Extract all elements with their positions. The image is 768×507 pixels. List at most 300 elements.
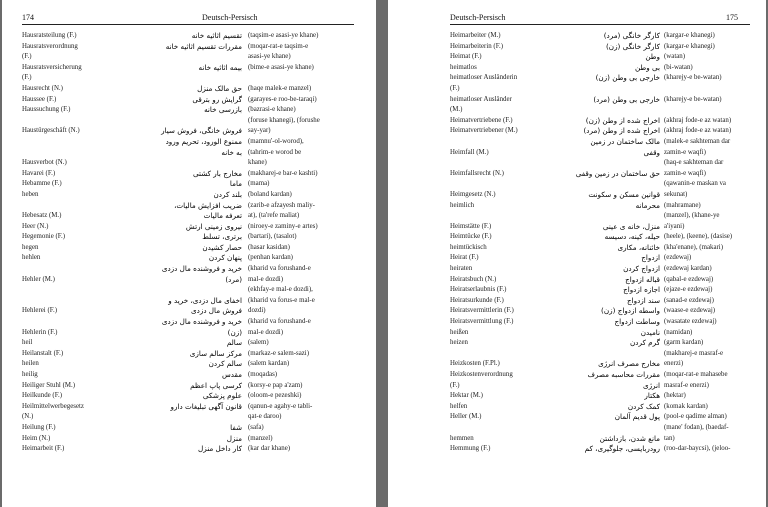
entry-list	[22, 31, 354, 455]
persian-translation: شفا	[230, 422, 242, 432]
dictionary-entry	[22, 402, 354, 413]
german-term: Haussuchung (F.)	[22, 106, 71, 114]
dictionary-entry	[450, 423, 750, 434]
persian-translation: قانون آگهی تبلیغات دارو	[170, 401, 242, 411]
dictionary-entry	[22, 423, 354, 434]
dictionary-entry	[22, 158, 354, 169]
dictionary-entry	[450, 116, 750, 127]
persian-translation: واسطه ازدواج (زن)	[601, 306, 660, 316]
german-term: Heirat (F.)	[450, 254, 479, 262]
transliteration: enerzi)	[664, 360, 684, 368]
transliteration: (makharej-e masraf-e	[664, 349, 724, 357]
german-term: Heimstätte (F.)	[450, 222, 492, 230]
transliteration: (moqar-rat-e taqsim-e	[248, 42, 309, 50]
german-term: heizen	[450, 339, 468, 347]
transliteration: (heele), (keene), (dasise)	[664, 233, 733, 241]
dictionary-entry	[450, 190, 750, 201]
transliteration: (zarib-e afzayesh maliy-	[248, 201, 315, 209]
transliteration: (mama)	[248, 180, 270, 188]
persian-translation: ازدواج	[641, 253, 660, 263]
transliteration: (waase-e ezdewaj)	[664, 307, 716, 315]
dictionary-entry	[22, 201, 354, 212]
german-term: Hausrecht (N.)	[22, 84, 63, 92]
german-term: Heimatvertriebener (M.)	[450, 127, 518, 135]
dictionary-entry	[450, 317, 750, 328]
persian-translation: مقدس	[221, 370, 242, 379]
transliteration: (bazrasi-e khane)	[248, 106, 296, 114]
persian-translation: حق مالک منزل	[197, 83, 242, 93]
persian-translation: کار داخل منزل	[198, 444, 242, 454]
transliteration: (boland kardan)	[248, 190, 292, 198]
german-term: (F.)	[22, 74, 32, 82]
transliteration: (komak kardan)	[664, 402, 708, 410]
dictionary-entry	[450, 126, 750, 137]
dictionary-entry	[22, 31, 354, 42]
header-rule	[450, 24, 750, 25]
german-term: (F.)	[22, 53, 32, 61]
transliteration: (qanun-e agahy-e tabli-	[248, 402, 313, 410]
german-term: Heimtücke (F.)	[450, 233, 492, 241]
german-term: Hausratsteilung (F.)	[22, 32, 77, 39]
persian-translation: مقررات تقسیم اثاثیه خانه	[165, 41, 242, 51]
german-term: Heiratserlaubnis (F.)	[450, 286, 507, 294]
german-term: Heiratsbuch (N.)	[450, 275, 497, 283]
german-term: (M.)	[450, 106, 463, 114]
transliteration: (ezdewaj kardan)	[664, 265, 712, 273]
dictionary-entry	[450, 95, 750, 106]
persian-translation: خرید و فروشنده مال دزدی	[161, 317, 242, 327]
persian-translation: علوم پزشکی	[202, 391, 242, 401]
dictionary-entry	[450, 444, 750, 455]
transliteration: (manzel)	[248, 434, 273, 442]
german-term: Havarei (F.)	[22, 169, 56, 177]
transliteration: (salem)	[248, 339, 269, 347]
persian-translation: گرایش رو بترقی	[192, 94, 242, 104]
dictionary-entry	[450, 105, 750, 116]
german-term: Hausratsverordnung	[22, 42, 78, 50]
dictionary-entry	[22, 232, 354, 243]
german-term: Hehlerin (F.)	[22, 328, 58, 336]
persian-translation: (زن)	[227, 327, 242, 337]
dictionary-entry	[450, 285, 750, 296]
dictionary-entry	[450, 169, 750, 180]
dictionary-entry	[450, 211, 750, 222]
persian-translation: (مرد)	[225, 274, 242, 284]
page-number: 174	[22, 13, 34, 22]
persian-translation: فروش خانگی، فروش سیار	[161, 126, 242, 136]
transliteration: (foruse khanegi), (forushe	[248, 116, 320, 124]
dictionary-entry	[450, 148, 750, 159]
dictionary-entry	[450, 296, 750, 307]
dictionary-entry	[450, 73, 750, 84]
transliteration: (mamnu'-ol-worod),	[248, 137, 304, 145]
dictionary-entry	[22, 222, 354, 233]
german-term: Heizkosten (F.Pl.)	[450, 360, 500, 368]
transliteration: say-yar)	[248, 127, 271, 135]
persian-translation: برتری، تسلط	[202, 232, 242, 242]
german-term: Heller (M.)	[450, 413, 482, 421]
german-term: heilen	[22, 360, 39, 368]
transliteration: (manzel), (khane-ye	[664, 212, 720, 220]
german-term: Heilmittelwerbegesetz	[22, 402, 84, 410]
dictionary-entry	[450, 402, 750, 413]
dictionary-entry	[22, 391, 354, 402]
dictionary-entry	[450, 412, 750, 423]
dictionary-entry	[450, 434, 750, 445]
transliteration: (niroey-e zaminy-e artes)	[248, 222, 318, 230]
persian-translation: وطن	[645, 52, 660, 62]
transliteration: (kharid va forushand-e	[248, 265, 311, 273]
dictionary-entry	[450, 275, 750, 286]
persian-translation: وساطت ازدواج	[614, 317, 660, 327]
german-term: Hegemonie (F.)	[22, 233, 66, 241]
german-term: heimatloser Ausländerin	[450, 74, 518, 82]
dictionary-entry	[22, 296, 354, 307]
persian-translation: پول قدیم آلمان	[614, 412, 660, 422]
persian-translation: خائنانه، مکاری	[617, 242, 660, 252]
german-term: Heimfall (M.)	[450, 148, 489, 156]
dictionary-entry	[22, 253, 354, 264]
german-term: (N.)	[22, 413, 34, 421]
german-term: Heiratsvermittlung (F.)	[450, 318, 514, 326]
transliteration: (moqadas)	[248, 371, 278, 378]
persian-translation: وقفی	[643, 147, 660, 157]
transliteration: (ezdewaj)	[664, 254, 692, 262]
dictionary-entry	[450, 391, 750, 402]
german-term: heimatlos	[450, 63, 477, 71]
transliteration: qat-e daroo)	[248, 413, 282, 421]
transliteration: (safa)	[248, 423, 264, 431]
dictionary-entry	[22, 126, 354, 137]
german-term: Heiliger Stuhl (M.)	[22, 381, 76, 389]
german-term: Hektar (M.)	[450, 392, 483, 400]
dictionary-entry	[22, 116, 354, 127]
dictionary-entry	[450, 381, 750, 392]
transliteration: (garm kardan)	[664, 339, 704, 347]
persian-translation: ازدواج کردن	[623, 264, 660, 274]
dictionary-entry	[22, 179, 354, 190]
german-term: heimlich	[450, 201, 475, 209]
persian-translation: اجازه ازدواج	[623, 285, 660, 295]
transliteration: asasi-ye khane)	[248, 53, 291, 61]
dictionary-entry	[22, 264, 354, 275]
transliteration: (kharejy-e be-watan)	[664, 74, 722, 82]
german-term: Heimarbeit (F.)	[22, 445, 65, 453]
persian-translation: به خانه	[221, 147, 242, 157]
german-term: Hebamme (F.)	[22, 180, 62, 188]
transliteration: (kharid va forushand-e	[248, 318, 311, 326]
dictionary-entry	[450, 306, 750, 317]
dictionary-entry	[450, 370, 750, 381]
transliteration: tan)	[664, 434, 675, 442]
persian-translation: سالم کردن	[208, 359, 242, 369]
dictionary-entry	[22, 328, 354, 339]
transliteration: (watan)	[664, 53, 686, 61]
german-term: Heer (N.)	[22, 222, 49, 230]
dictionary-entry	[22, 95, 354, 106]
dictionary-entry	[450, 243, 750, 254]
persian-translation: رودربایسی، جلوگیری، کم	[584, 444, 660, 454]
persian-translation: خارجی بی وطن (مرد)	[593, 94, 660, 104]
persian-translation: محرمانه	[635, 200, 660, 210]
persian-translation: خارجی بی وطن (زن)	[595, 73, 660, 83]
transliteration: (taqsim-e asasi-ye khane)	[248, 32, 319, 39]
transliteration: (pool-e qadime alman)	[664, 413, 727, 421]
persian-translation: کمک کردن	[627, 401, 660, 411]
german-term: Heimfallsrecht (N.)	[450, 169, 504, 177]
transliteration: (oloom-e pezeshki)	[248, 392, 302, 400]
persian-translation: بی وطن	[635, 62, 660, 72]
dictionary-entry	[450, 158, 750, 169]
dictionary-entry	[22, 52, 354, 63]
transliteration: (akhraj fode-e az watan)	[664, 127, 732, 135]
transliteration: (malek-e sakhteman dar	[664, 137, 731, 145]
dictionary-entry	[22, 434, 354, 445]
dictionary-entry	[450, 42, 750, 53]
persian-translation: اخراج شده از وطن (مرد)	[583, 126, 660, 136]
transliteration: (salem kardan)	[248, 360, 290, 368]
persian-translation: ممنوع الورود، تحریم ورود	[165, 136, 242, 146]
transliteration: (akhraj fode-e az watan)	[664, 116, 732, 124]
transliteration: (kharejy-e be-watan)	[664, 95, 722, 103]
transliteration: (kargar-e khanegi)	[664, 32, 715, 39]
dictionary-entry	[22, 359, 354, 370]
german-term: hemmen	[450, 434, 474, 442]
transliteration: (penhan kardan)	[248, 254, 293, 262]
transliteration: at), (ta'refe maliat)	[248, 212, 300, 220]
german-term: Haustürgeschäft (N.)	[22, 127, 80, 135]
persian-translation: نیروی زمینی ارتش	[185, 221, 242, 231]
german-term: Heim (N.)	[22, 434, 51, 442]
transliteration: (makharej-e bar-e kashti)	[248, 169, 318, 177]
transliteration: mal-e dozdi)	[248, 275, 284, 283]
persian-translation: اخفای مال دزدی، خرید و	[168, 295, 242, 305]
transliteration: (tahrim-e worod be	[248, 148, 302, 156]
german-term: (F.)	[450, 381, 460, 389]
persian-translation: حصار کشیدن	[202, 242, 242, 252]
german-term: hehlen	[22, 254, 41, 262]
transliteration: (markaz-e salem-sazi)	[248, 349, 310, 357]
german-term: heben	[22, 190, 39, 198]
transliteration: mal-e dozdi)	[248, 328, 284, 336]
persian-translation: بیمه اثاثیه خانه	[198, 62, 242, 72]
dictionary-entry	[450, 359, 750, 370]
dictionary-entry	[450, 328, 750, 339]
transliteration: (moqar-rat-e mahasebe	[664, 371, 728, 378]
german-term: Heiratsurkunde (F.)	[450, 296, 504, 304]
transliteration: zamin-e waqfi)	[664, 169, 706, 177]
dictionary-entry	[450, 52, 750, 63]
persian-translation: تقسیم اثاثیه خانه	[191, 31, 242, 40]
persian-translation: مخارج بار کشتی	[192, 168, 242, 178]
german-term: Heilanstalt (F.)	[22, 349, 64, 357]
transliteration: khane)	[248, 159, 267, 167]
persian-translation: کرسی پاپ اعظم	[190, 380, 242, 390]
persian-translation: ماما	[229, 179, 242, 189]
german-term: hegen	[22, 243, 39, 251]
german-term: Hebesatz (M.)	[22, 212, 62, 220]
transliteration: (hektar)	[664, 392, 686, 400]
german-term: Heimat (F.)	[450, 53, 482, 61]
dictionary-entry	[450, 84, 750, 95]
dictionary-entry	[22, 285, 354, 296]
transliteration: (roo-dar-baycsi), (jeloo-	[664, 445, 731, 453]
persian-translation: ضریب افزایش مالیات،	[174, 200, 242, 210]
persian-translation: حق ساختمان در زمین وقفی	[575, 168, 660, 178]
transliteration: sekunat)	[664, 190, 688, 198]
dictionary-entry	[450, 349, 750, 360]
persian-translation: انرژی	[642, 380, 660, 390]
dictionary-entry	[450, 201, 750, 212]
german-term: Heimarbeiter (M.)	[450, 32, 501, 39]
dictionary-entry	[22, 317, 354, 328]
persian-translation: خرید و فروشنده مال دزدی	[161, 264, 242, 274]
german-term: heißen	[450, 328, 469, 336]
dictionary-entry	[450, 31, 750, 42]
german-term: Haussee (F.)	[22, 95, 57, 103]
persian-translation: بلند کردن	[213, 189, 242, 199]
transliteration: (qawanin-e maskan va	[664, 180, 726, 188]
persian-translation: کارگر خانگی (مرد)	[603, 31, 660, 40]
dictionary-entry	[22, 42, 354, 53]
persian-translation: نامیدن	[640, 327, 660, 337]
dictionary-entry	[22, 306, 354, 317]
running-head: Deutsch-Persisch	[202, 13, 258, 22]
persian-translation: هکتار	[644, 391, 660, 401]
transliteration: (ekhfay-e mal-e dozdi),	[248, 286, 313, 294]
transliteration: (bi-watan)	[664, 63, 693, 71]
dictionary-entry	[22, 63, 354, 74]
dictionary-entry	[22, 349, 354, 360]
german-term: Hausratsversicherung	[22, 63, 82, 71]
german-term: helfen	[450, 402, 468, 410]
dictionary-entry	[22, 137, 354, 148]
german-term: Hausverbot (N.)	[22, 159, 67, 167]
transliteration: (kargar-e khanegi)	[664, 42, 715, 50]
dictionary-entry	[22, 84, 354, 95]
transliteration: (kha'enane), (makari)	[664, 243, 724, 251]
german-term: Heimgesetz (N.)	[450, 190, 496, 198]
dictionary-entry	[22, 169, 354, 180]
transliteration: (hasar kasidan)	[248, 243, 290, 251]
german-term: Hehlerei (F.)	[22, 307, 58, 315]
persian-translation: تعرفه مالیات	[203, 211, 242, 221]
dictionary-entry	[450, 137, 750, 148]
dictionary-entry	[450, 253, 750, 264]
german-term: Hemmung (F.)	[450, 445, 491, 453]
german-term: heimtückisch	[450, 243, 487, 251]
german-term: Heimarbeiterin (F.)	[450, 42, 504, 50]
transliteration: (bime-e asasi-ye khane)	[248, 63, 314, 71]
persian-translation: پنهان کردن	[208, 253, 242, 263]
german-term: Heizkostenverordnung	[450, 371, 513, 378]
dictionary-entry	[22, 105, 354, 116]
german-term: (F.)	[450, 84, 460, 92]
persian-translation: اخراج شده از وطن (زن)	[585, 115, 660, 125]
transliteration: (bartari), (tasalot)	[248, 233, 297, 241]
persian-translation: حیله، کینه، دسیسه	[604, 232, 660, 242]
transliteration: (namidan)	[664, 328, 693, 336]
persian-translation: کارگر خانگی (زن)	[606, 41, 660, 51]
transliteration: (haqe malek-e manzel)	[248, 84, 312, 92]
persian-translation: مقررات محاسبه مصرف	[587, 370, 660, 379]
persian-translation: مالک ساختمان در زمین	[590, 136, 660, 146]
transliteration: a'iyani)	[664, 222, 685, 230]
dictionary-entry	[450, 63, 750, 74]
german-term: Heilung (F.)	[22, 423, 56, 431]
dictionary-entry	[450, 222, 750, 233]
transliteration: (mane' fodan), (baedaf-	[664, 423, 729, 431]
running-head: Deutsch-Persisch	[450, 13, 506, 22]
transliteration: zamin-e waqfi)	[664, 148, 706, 156]
dictionary-entry	[22, 444, 354, 455]
german-term: heil	[22, 339, 33, 347]
dictionary-entry	[22, 243, 354, 254]
dictionary-page-right	[388, 0, 766, 507]
transliteration: (wasatate ezdewaj)	[664, 318, 717, 326]
dictionary-entry	[22, 370, 354, 381]
transliteration: (kharid va forus-e mal-e	[248, 296, 315, 304]
transliteration: dozdi)	[248, 307, 266, 315]
dictionary-entry	[22, 190, 354, 201]
page-number: 175	[726, 13, 738, 22]
header-rule	[22, 24, 354, 25]
persian-translation: گرم کردن	[630, 338, 660, 348]
dictionary-entry	[450, 264, 750, 275]
german-term: Heimatvertriebene (F.)	[450, 116, 513, 124]
dictionary-entry	[22, 381, 354, 392]
entry-list	[450, 31, 750, 455]
persian-translation: مخارج مصرف انرژی	[598, 359, 660, 369]
transliteration: (ejaze-e ezdewaj)	[664, 286, 713, 294]
transliteration: (garayes-e roo-be-taraqi)	[248, 95, 317, 103]
german-term: heilig	[22, 371, 38, 378]
persian-translation: مانع شدن، بازداشتن	[599, 433, 660, 443]
dictionary-entry	[22, 412, 354, 423]
german-term: heiraten	[450, 265, 473, 273]
persian-translation: قباله ازدواج	[625, 274, 660, 284]
dictionary-entry	[450, 232, 750, 243]
german-term: Heilkunde (F.)	[22, 392, 63, 400]
dictionary-entry	[450, 179, 750, 190]
transliteration: (qabal-e ezdewaj)	[664, 275, 714, 283]
persian-translation: مرکز سالم سازی	[189, 348, 242, 358]
dictionary-entry	[22, 338, 354, 349]
dictionary-entry	[22, 73, 354, 84]
persian-translation: فروش مال دزدی	[191, 306, 242, 316]
transliteration: (sanad-e ezdewaj)	[664, 296, 714, 304]
dictionary-entry	[22, 148, 354, 159]
persian-translation: منزل، خانه ی عینی	[602, 221, 660, 231]
transliteration: masraf-e enerzi)	[664, 381, 709, 389]
german-term: Hehler (M.)	[22, 275, 55, 283]
german-term: heimatloser Ausländer	[450, 95, 512, 103]
dictionary-entry	[22, 275, 354, 286]
dictionary-entry	[450, 338, 750, 349]
transliteration: (kar dar khane)	[248, 445, 291, 453]
persian-translation: منزل	[226, 433, 242, 443]
dictionary-page-left	[2, 0, 376, 507]
transliteration: (korsy-e pap a'zam)	[248, 381, 303, 389]
persian-translation: بازرسی خانه	[204, 105, 242, 115]
german-term: Heiratsvermittlerin (F.)	[450, 307, 514, 315]
transliteration: (mahramane)	[664, 201, 701, 209]
persian-translation: سالم	[226, 338, 242, 348]
transliteration: (haq-e sakhteman dar	[664, 159, 724, 167]
persian-translation: قوانین مسکن و سکونت	[588, 189, 660, 199]
persian-translation: سند ازدواج	[626, 295, 660, 305]
dictionary-entry	[22, 211, 354, 222]
